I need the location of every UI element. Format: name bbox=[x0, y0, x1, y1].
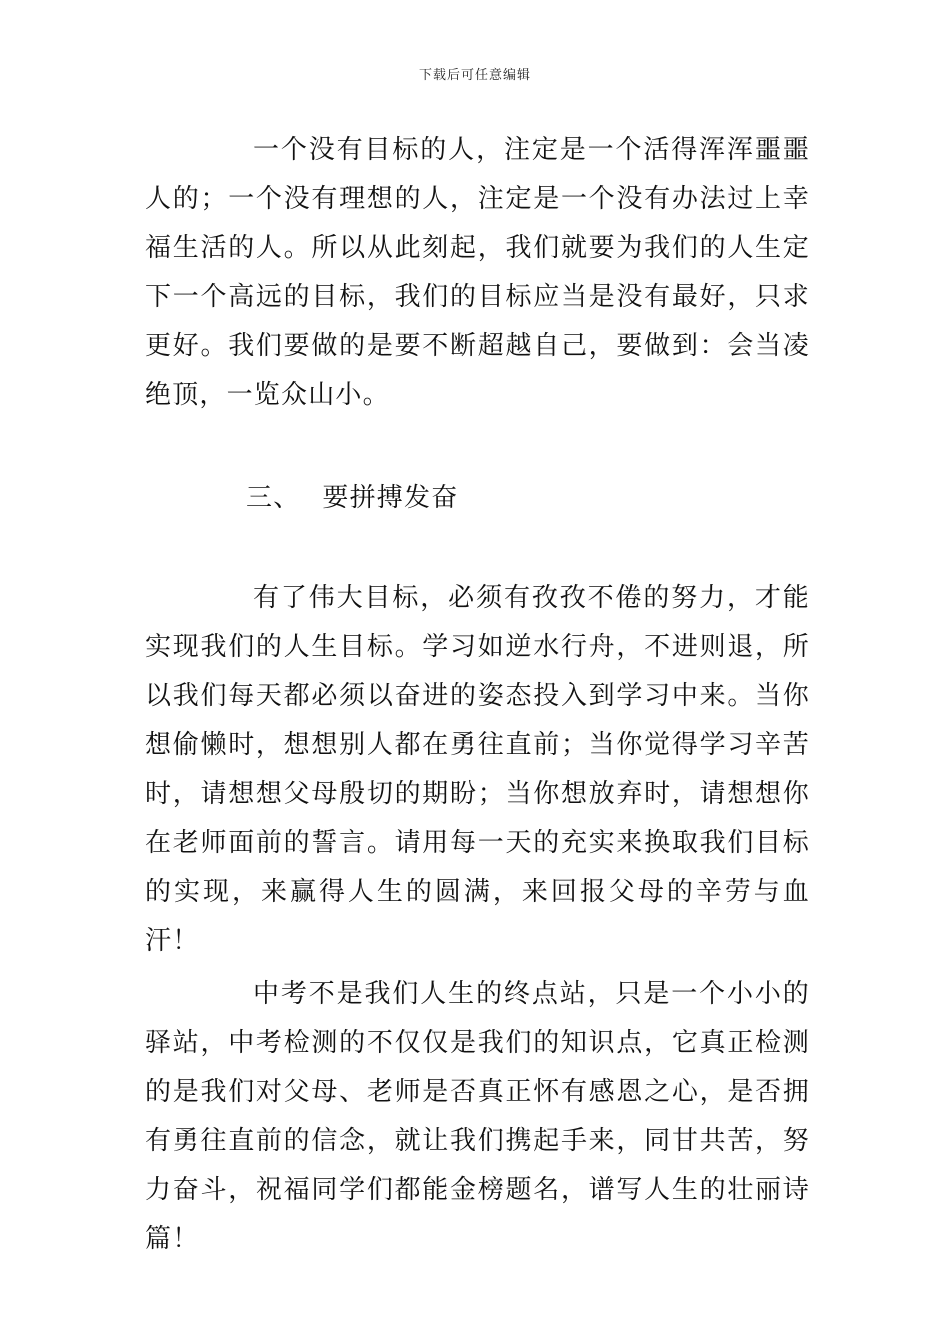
paragraph-effort bbox=[145, 574, 810, 966]
paragraph-text: 有了伟大目标，必须有孜孜不倦的努力，才能实现我们的人生目标。学习如逆水行舟，不进则退，所以我们每天都必须以奋进的姿态投入到学习中来。当你想偷懒时，想想别人都在勇往直前；当你觉得学习辛苦时，请想想父母殷切的期盼；当你想放弃时，请想想你在老师面前的誓言。请用每一天的充实来换取我们目标的实现，来赢得人生的圆满，来回报父母的辛劳与血汗！ bbox=[145, 583, 810, 956]
page-header: 下载后可任意编辑 bbox=[418, 68, 531, 83]
section-number: 三、 bbox=[246, 483, 301, 513]
paragraph-goals bbox=[145, 126, 810, 420]
paragraph-conclusion bbox=[145, 970, 810, 1264]
section-title: 要拼搏发奋 bbox=[322, 483, 459, 513]
section-heading bbox=[246, 474, 458, 523]
paragraph-text: 中考不是我们人生的终点站，只是一个小小的驿站，中考检测的不仅仅是我们的知识点，它真正检测的是我们对父母、老师是否真正怀有感恩之心，是否拥有勇往直前的信念，就让我们携起手来，同甘共苦，努力奋斗，祝福同学们都能金榜题名，谱写人生的壮丽诗篇！ bbox=[145, 979, 810, 1254]
paragraph-text: 一个没有目标的人，注定是一个活得浑浑噩噩人的；一个没有理想的人，注定是一个没有办法过上幸福生活的人。所以从此刻起，我们就要为我们的人生定下一个高远的目标，我们的目标应当是没有最好，只求更好。我们要做的是要不断超越自己，要做到：会当凌绝顶，一览众山小。 bbox=[145, 135, 810, 410]
